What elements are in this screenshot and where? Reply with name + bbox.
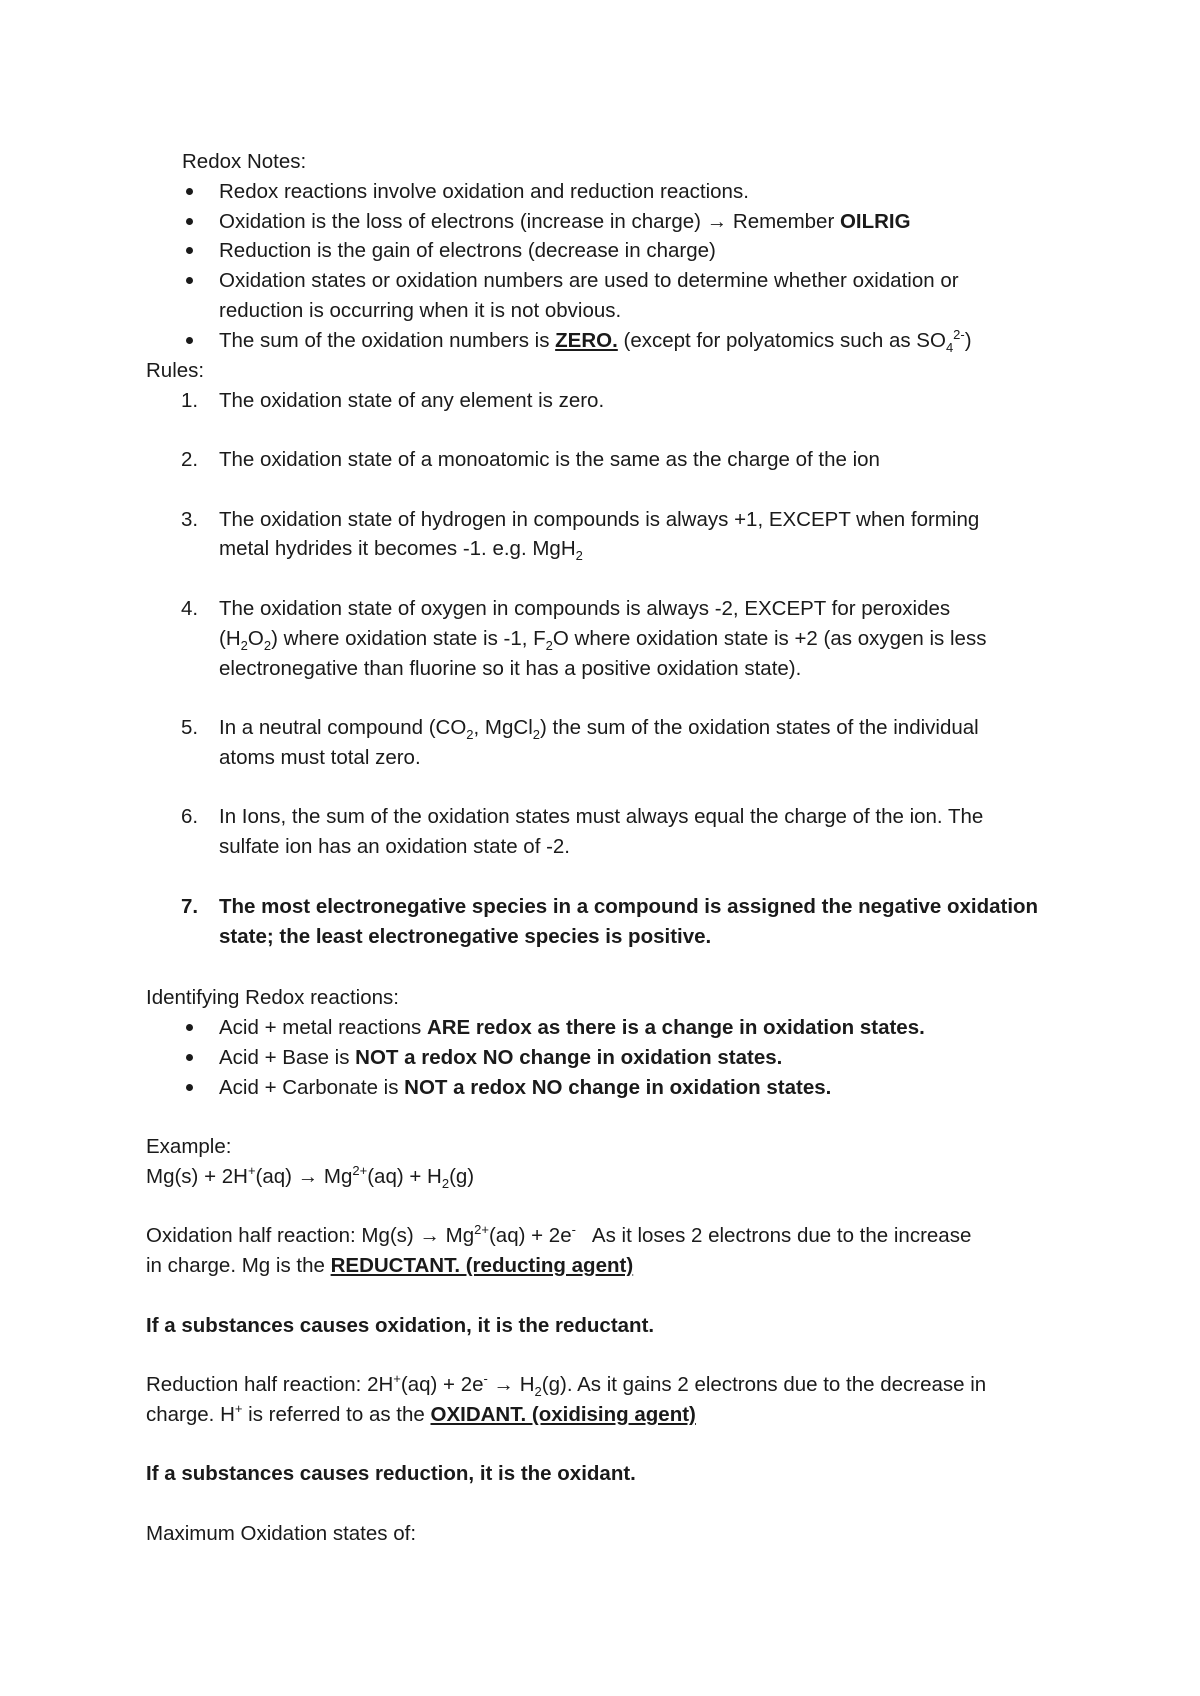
rule-text: metal hydrides it becomes -1. e.g. MgH$_2$	[219, 537, 583, 564]
reduction-line2: charge. H+ is referred to as the OXIDANT. (oxidising agent)	[146, 1401, 696, 1426]
rule-text: electronegative than fluorine so it has a positive oxidation state).	[219, 657, 802, 680]
rule-text: $(H_2O_2)$ where oxidation state is -1, $F_2O$ where oxidation state is +2 (as oxygen is less	[219, 627, 987, 654]
equation: $Mg(s) + 2H^+(aq) \to Mg^{2+}(aq) + H_2(g)$	[146, 1163, 475, 1192]
page-title: Redox Notes:	[182, 150, 307, 173]
section-heading: Maximum Oxidation states of:	[146, 1522, 417, 1545]
oxidation-line2: in charge. Mg is the REDUCTANT. (reducting agent)	[146, 1254, 634, 1277]
arrow-icon: →	[493, 1373, 515, 1396]
rule-text: The oxidation state of a monoatomic is the same as the charge of the ion	[219, 448, 880, 471]
reduction-half-reaction: Reduction half reaction: $2H^+(aq) + 2e^- \to H_2(g)$. As it gains 2 electrons due to the decrease in	[146, 1371, 987, 1400]
rules-heading: Rules:	[146, 359, 205, 382]
note-item-continued: reduction is occurring when it is not obvious.	[219, 299, 622, 322]
rule-text: sulfate ion has an oxidation state of -2.	[219, 835, 571, 858]
oxidation-rule: If a substances causes oxidation, it is the reductant.	[146, 1314, 655, 1337]
rule-number: 6.	[181, 805, 199, 828]
rule-text: atoms must total zero.	[219, 746, 421, 769]
rule-text: The oxidation state of oxygen in compounds is always -2, EXCEPT for peroxides	[219, 597, 951, 620]
rule-text: In Ions, the sum of the oxidation states must always equal the charge of the ion. The	[219, 805, 984, 828]
rule-text: The oxidation state of any element is zero.	[219, 389, 605, 412]
arrow-icon: →	[297, 1165, 319, 1188]
rule-text: The oxidation state of hydrogen in compounds is always +1, EXCEPT when forming	[219, 508, 980, 531]
rule-text: state; the least electronegative species is positive.	[219, 925, 712, 948]
arrow-icon: →	[419, 1224, 440, 1247]
reduction-rule: If a substances causes reduction, it is the oxidant.	[146, 1462, 636, 1485]
document-page: Redox Notes: Redox reactions involve oxidation and reduction reactions. Oxidation is the loss of electrons (increase in charge) → Remember OILRIG Reduction is the gain of electrons (decrease in charge) Oxidation states or oxidation numbers are used to determine whether oxidation or reduction is occurring when it is not obvious. The sum of the oxidation numbers is ZERO. (except for polyatomics such as $SO_4^{2-}$) Rules: 1. The oxidation state of any element is zero. 2. The oxidation state of a monoatomic is the same as the charge of the ion 3. The oxidation state of hydrogen in compounds is always +1, EXCEPT when forming metal hydrides it becomes -1. e.g. MgH$_2$ 4. The oxidation state of oxygen in compounds is always -2, EXCEPT for peroxides $(H_2O_2)$ where oxidation state is -1, $F_2O$ where oxidation state is +2 (as oxygen is less electronegative than fluorine so it has a positive oxidation state). 5. In a neutral compound ($CO_2$, MgCl$_2$) the sum of the oxidation states of the individual atoms must total zero. 6. In Ions, the sum of the oxidation states must always equal the charge of the ion. The sulfate ion has an oxidation state of -2. 7. The most electronegative species in a compound is assigned the negative oxidation state; the least electronegative species is positive. Identifying Redox reactions: Acid + metal reactions ARE redox as there is a change in oxidation states. Acid + Base is NOT a redox NO change in oxidation states. Acid + Carbonate is NOT a redox NO change in oxidation states. Example: $Mg(s) + 2H^+(aq) \to Mg^{2+}(aq) + H_2(g)$ Oxidation half reaction: $Mg(s) \to Mg^{2+}(aq) + 2e^-$ As it loses 2 electrons due to the increase in charge. Mg is the REDUCTANT. (reducting agent) If a substances causes oxidation, it is the reductant. Reduction half reaction: $2H^+(aq) + 2e^- \to H_2(g)$. As it gains 2 electrons due to the decrease in charge. H+ is referred to as the OXIDANT. (oxidising agent) If a substances causes reduction, it is the oxidant. Maximum Oxidation states of:	[0, 0, 1200, 1696]
rule-number: 1.	[181, 389, 199, 412]
rule-number: 2.	[181, 448, 199, 471]
rule-text: The most electronegative species in a compound is assigned the negative oxidation	[219, 895, 1039, 918]
section-heading: Identifying Redox reactions:	[146, 986, 399, 1009]
section-heading: Example:	[146, 1135, 232, 1158]
rule-text: In a neutral compound ($CO_2$, MgCl$_2$) the sum of the oxidation states of the individual	[219, 716, 979, 743]
arrow-icon: →	[706, 210, 728, 233]
rule-number: 5.	[181, 716, 199, 739]
rule-number: 7.	[181, 895, 199, 918]
oxidation-half-reaction: Oxidation half reaction: $Mg(s) \to Mg^{2+}(aq) + 2e^-$ As it loses 2 electrons due to the increase	[146, 1222, 972, 1247]
rule-number: 4.	[181, 597, 199, 620]
rule-number: 3.	[181, 508, 199, 531]
